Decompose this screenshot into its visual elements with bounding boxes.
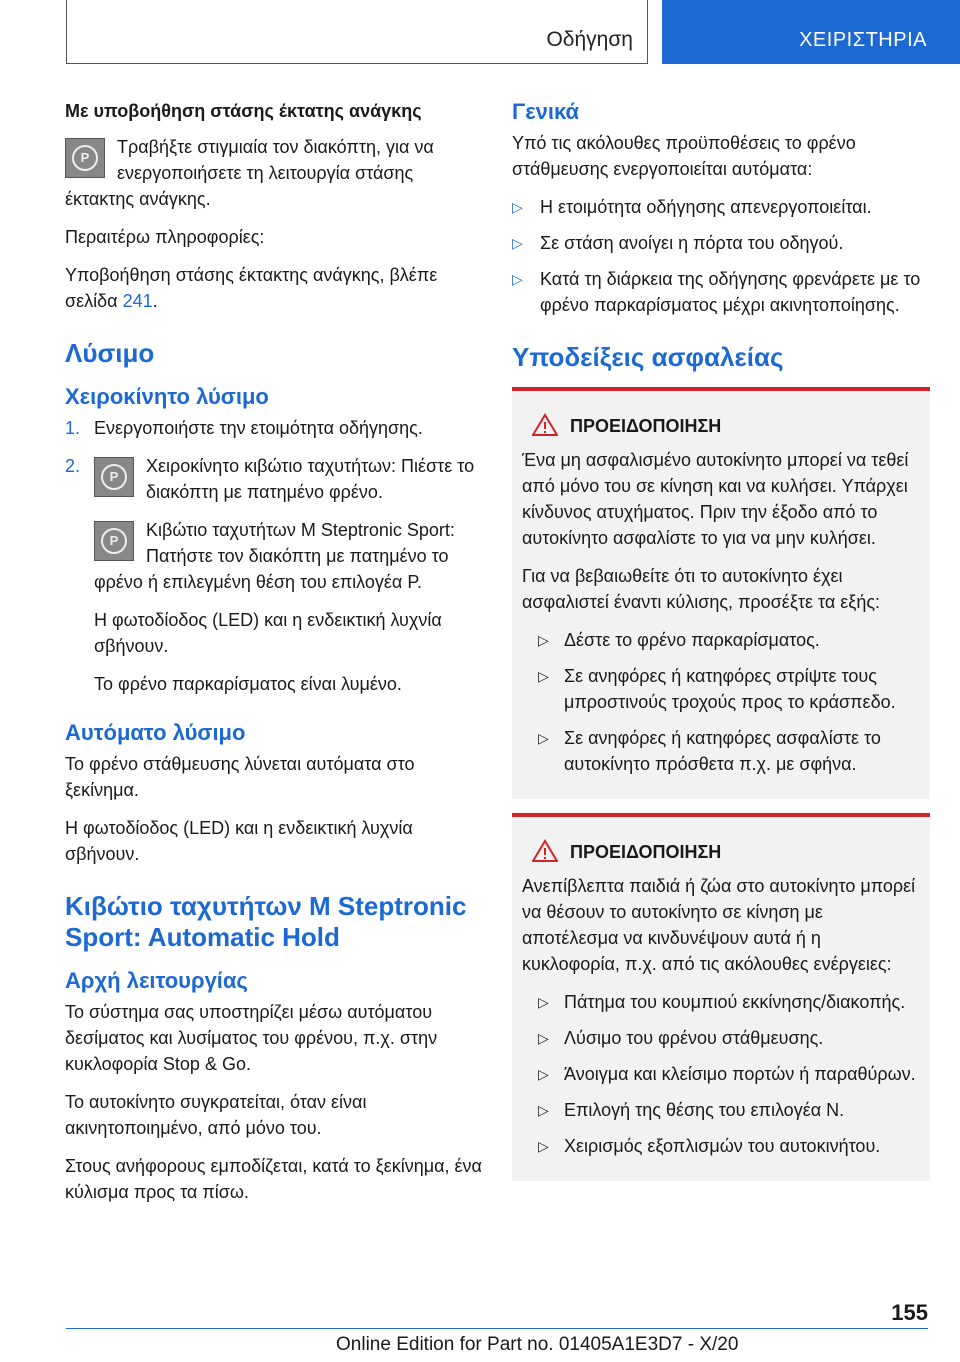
- warning-box-1: [512, 387, 930, 799]
- general-conditions-list: [512, 194, 930, 318]
- bullet-triangle-icon: ▷: [538, 1066, 549, 1082]
- assist-reference: Υποβοήθηση στάσης έκτακτης ανάγκης, βλέπε σελίδα 241.: [65, 265, 438, 311]
- warning-triangle-icon: [532, 839, 558, 863]
- header-section-title: Οδήγηση: [546, 28, 633, 51]
- emergency-stop-text: Τραβήξτε στιγμιαία τον διακόπτη, για να ενεργοποιήσετε τη λειτουργία στάσης έκτακτης ανάγκης.: [65, 137, 434, 209]
- right-column: [512, 98, 930, 1181]
- list-item: ▷ Άνοιγμα και κλείσιμο πορτών ή παραθύρων.: [522, 1061, 920, 1087]
- emergency-stop-title: Με υποβοήθηση στάσης έκτατης ανάγκης: [65, 101, 422, 121]
- step-2: 2. P Χειροκίνητο κιβώτιο ταχυτήτων: Πιέστε το διακόπτη με πατημένο φρένο.: [65, 456, 475, 502]
- principle-text-3: Στους ανήφορους εμποδίζεται, κατά το ξεκίνημα, ένα κύλισμα προς τα πίσω.: [65, 1156, 482, 1202]
- auto-release-led: Η φωτοδίοδος (LED) και η ενδεικτική λυχνία σβήνουν.: [65, 818, 413, 864]
- principle-heading: Αρχή λειτουργίας: [65, 968, 248, 993]
- bullet-triangle-icon: ▷: [512, 199, 523, 215]
- warning-triangle-icon: [532, 413, 558, 437]
- footer-divider: [66, 1328, 928, 1329]
- list-item: ▷ Λύσιμο του φρένου στάθμευσης.: [522, 1025, 920, 1051]
- bullet-triangle-icon: ▷: [538, 1138, 549, 1154]
- list-item: ▷ Κατά τη διάρκεια της οδήγησης φρενάρετε με το φρένο παρκαρίσματος μέχρι ακινητοποίησης.: [512, 266, 930, 318]
- parking-brake-icon: P: [94, 457, 134, 497]
- safety-heading: Υποδείξεις ασφαλείας: [512, 342, 784, 372]
- left-column: [65, 98, 483, 1217]
- bullet-triangle-icon: ▷: [538, 632, 549, 648]
- principle-text-2: Το αυτοκίνητο συγκρατείται, όταν είναι ακινητοποιημένο, από μόνο του.: [65, 1092, 367, 1138]
- release-heading: Λύσιμο: [65, 338, 155, 368]
- step-1: 1. Ενεργοποιήστε την ετοιμότητα οδήγησης.: [65, 418, 423, 438]
- warning-text: Για να βεβαιωθείτε ότι το αυτοκίνητο έχει ασφαλιστεί έναντι κύλισης, προσέξτε τα εξής:: [522, 566, 881, 612]
- manual-release-steps: [65, 415, 483, 505]
- list-item: ▷ Δέστε το φρένο παρκαρίσματος.: [522, 627, 920, 653]
- warning-box-2: [512, 813, 930, 1181]
- parking-brake-icon: P: [65, 138, 105, 178]
- list-item: ▷ Η ετοιμότητα οδήγησης απενεργοποιείται.: [512, 194, 930, 220]
- general-intro: Υπό τις ακόλουθες προϋποθέσεις το φρένο στάθμευσης ενεργοποιείται αυτόματα:: [512, 133, 856, 179]
- warning-title: ΠΡΟΕΙΔΟΠΟΙΗΣΗ: [522, 413, 920, 439]
- bullet-triangle-icon: ▷: [538, 994, 549, 1010]
- led-off-text: Η φωτοδίοδος (LED) και η ενδεικτική λυχνία σβήνουν.: [94, 610, 442, 656]
- step-2-continued: P Κιβώτιο ταχυτήτων M Steptronic Sport: Πατήστε τον διακόπτη με πατημένο το φρένο ή επιλεγμένη θέση του επιλογέα P. Η φωτοδίοδος (LED) και η ενδεικτική λυχνία σβήνουν. Το φρένο παρκαρίσματος είναι λυμένο.: [65, 517, 483, 697]
- auto-release-text: Το φρένο στάθμευσης λύνεται αυτόματα στο ξεκίνημα.: [65, 754, 415, 800]
- list-item: ▷ Επιλογή της θέσης του επιλογέα N.: [522, 1097, 920, 1123]
- principle-text-1: Το σύστημα σας υποστηρίζει μέσω αυτόματου δεσίματος και λυσίματος του φρένου, π.χ. στην κυκλοφορία Stop & Go.: [65, 1002, 438, 1074]
- header-chapter-title: ΧΕΙΡΙΣΤΗΡΙΑ: [799, 29, 927, 51]
- list-item: ▷ Πάτημα του κουμπιού εκκίνησης/διακοπής.: [522, 989, 920, 1015]
- bullet-triangle-icon: ▷: [538, 1102, 549, 1118]
- footer-edition: Online Edition for Part no. 01405A1E3D7 - X/20: [336, 1334, 739, 1355]
- warning-text: Ένα μη ασφαλισμένο αυτοκίνητο μπορεί να τεθεί από μόνο του σε κίνηση και να κυλήσει. Υπάρχει κίνδυνος ατυχήματος. Πριν την έξοδο από το αυτοκίνητο ασφαλίστε το για να μην κυλήσει.: [522, 450, 909, 548]
- bullet-triangle-icon: ▷: [538, 668, 549, 684]
- manual-release-heading: Χειροκίνητο λύσιμο: [65, 384, 269, 409]
- warning-title: ΠΡΟΕΙΔΟΠΟΙΗΣΗ: [522, 839, 920, 865]
- bullet-triangle-icon: ▷: [538, 1030, 549, 1046]
- list-item: ▷ Σε ανηφόρες ή κατηφόρες ασφαλίστε το αυτοκίνητο πρόσθετα π.χ. με σφήνα.: [522, 725, 920, 777]
- brake-released-text: Το φρένο παρκαρίσματος είναι λυμένο.: [94, 674, 402, 694]
- auto-release-heading: Αυτόματο λύσιμο: [65, 720, 246, 745]
- list-item: ▷ Σε στάση ανοίγει η πόρτα του οδηγού.: [512, 230, 930, 256]
- list-item: ▷ Χειρισμός εξοπλισμών του αυτοκινήτου.: [522, 1133, 920, 1159]
- bullet-triangle-icon: ▷: [512, 271, 523, 287]
- header-section-tab: [66, 0, 648, 64]
- page-number: 155: [891, 1300, 928, 1325]
- bullet-triangle-icon: ▷: [512, 235, 523, 251]
- steptronic-heading: Κιβώτιο ταχυτήτων M Steptronic Sport: Automatic Hold: [65, 891, 467, 952]
- warning-list: [522, 627, 920, 777]
- warning-list: [522, 989, 920, 1159]
- bullet-triangle-icon: ▷: [538, 730, 549, 746]
- header-chapter-tab: [662, 0, 960, 64]
- warning-text: Ανεπίβλεπτα παιδιά ή ζώα στο αυτοκίνητο μπορεί να θέσουν το αυτοκίνητο σε κίνηση με αποτέλεσμα να κινδυνέψουν αυτά ή η κυκλοφορία, π.χ. από τις ακόλουθες ενέργειες:: [522, 876, 916, 974]
- parking-brake-icon: P: [94, 521, 134, 561]
- page-link-241[interactable]: 241: [122, 291, 153, 311]
- more-info-label: Περαιτέρω πληροφορίες:: [65, 227, 265, 247]
- general-heading: Γενικά: [512, 99, 580, 124]
- list-item: ▷ Σε ανηφόρες ή κατηφόρες στρίψτε τους μπροστινούς τροχούς προς το κράσπεδο.: [522, 663, 920, 715]
